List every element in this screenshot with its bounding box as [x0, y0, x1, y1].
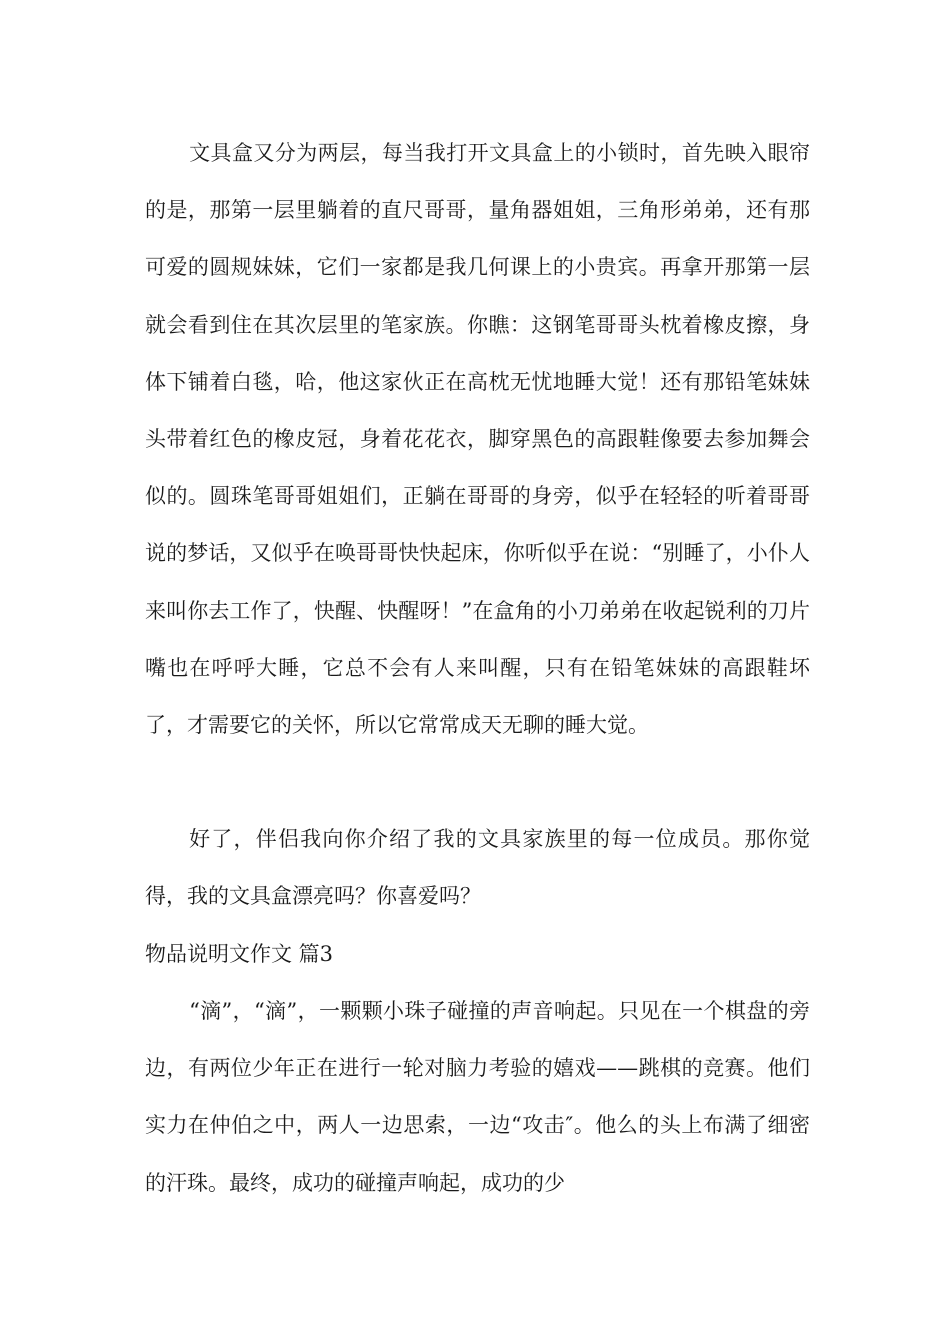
body-paragraph: 好了，伴侣我向你介绍了我的文具家族里的每一位成员。那你觉得，我的文具盒漂亮吗？你喜爱吗？ [145, 827, 810, 909]
body-paragraph: 文具盒又分为两层，每当我打开文具盒上的小锁时，首先映入眼帘的是，那第一层里躺着的直尺哥哥，量角器姐姐，三角形弟弟，还有那可爱的圆规妹妹，它们一家都是我几何课上的小贵宾。再拿开那第一层就会看到住在其次层里的笔家族。你瞧：这钢笔哥哥头枕着橡皮擦，身体下铺着白毯，哈，他这家伙正在高枕无忧地睡大觉！还有那铅笔妹妹头带着红色的橡皮冠，身着花花衣，脚穿黑色的高跟鞋像要去参加舞会似的。圆珠笔哥哥姐姐们，正躺在哥哥的身旁，似乎在轻轻的听着哥哥说的梦话，又似乎在唤哥哥快快起床，你听似乎在说：“别睡了，小仆人来叫你去工作了，快醒、快醒呀！”在盒角的小刀弟弟在收起锐利的刀片嘴也在呼呼大睡，它总不会有人来叫醒，只有在铅笔妹妹的高跟鞋坏了，才需要它的关怀，所以它常常成天无聊的睡大觉。 [145, 141, 810, 738]
body-paragraph: “滴”，“滴”，一颗颗小珠子碰撞的声音响起。只见在一个棋盘的旁边，有两位少年正在进行一轮对脑力考验的嬉戏——跳棋的竞赛。他们实力在仲伯之中，两人一边思索，一边“攻击″。他么的头上布满了细密的汗珠。最终，成功的碰撞声响起，成功的少 [145, 999, 810, 1195]
section-heading: 物品说明文作文 篇3 [145, 942, 334, 966]
